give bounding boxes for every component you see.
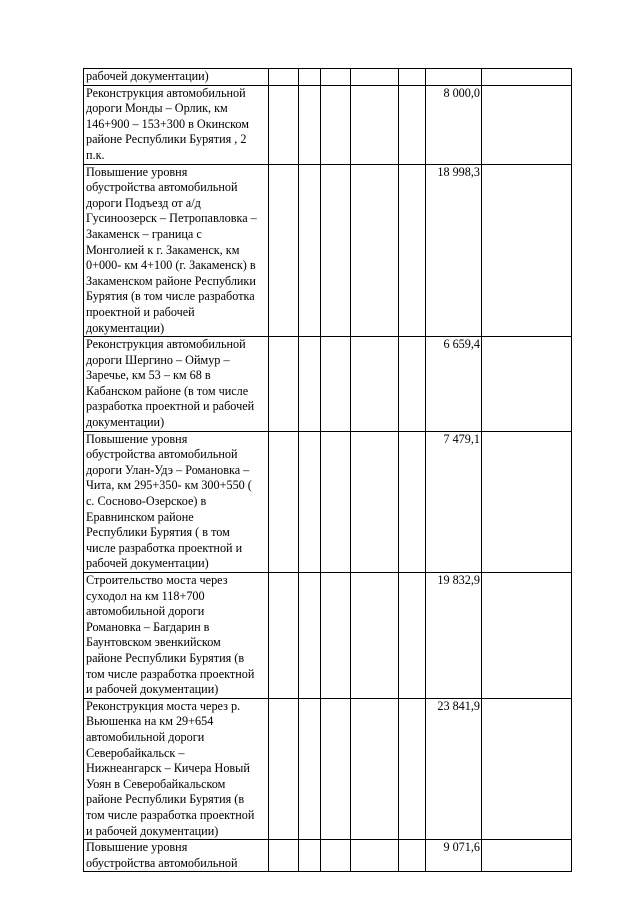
empty-cell — [321, 69, 351, 86]
table-row — [84, 164, 572, 337]
empty-cell — [482, 69, 572, 86]
empty-cell — [269, 85, 299, 164]
budget-table — [83, 68, 572, 872]
empty-cell — [299, 573, 321, 699]
row-description: Реконструкция автомобильной дороги Монды – Орлик, км 146+900 – 153+300 в Окинском районе Республики Бурятия , 2 п.к. — [84, 85, 269, 164]
table-row — [84, 698, 572, 839]
row-amount — [426, 69, 482, 86]
empty-cell — [269, 431, 299, 572]
row-description: Реконструкция моста через р. Вьюшенка на км 29+654 автомобильной дороги Северобайкальск – Нижнеангарск – Кичера Новый Уоян в Северобайкальском районе Республики Бурятия (в том числе разработка проектной и рабочей документации) — [84, 698, 269, 839]
row-description: рабочей документации) — [84, 69, 269, 86]
empty-cell — [399, 431, 426, 572]
empty-cell — [482, 337, 572, 432]
empty-cell — [351, 164, 399, 337]
row-amount: 18 998,3 — [426, 164, 482, 337]
table-row — [84, 85, 572, 164]
empty-cell — [351, 337, 399, 432]
row-description: Реконструкция автомобильной дороги Шергино – Оймур – Заречье, км 53 – км 68 в Кабанском районе (в том числе разработка проектной и рабочей документации) — [84, 337, 269, 432]
empty-cell — [482, 85, 572, 164]
empty-cell — [399, 337, 426, 432]
empty-cell — [321, 337, 351, 432]
document-page — [83, 68, 572, 872]
empty-cell — [299, 164, 321, 337]
empty-cell — [351, 573, 399, 699]
row-amount: 7 479,1 — [426, 431, 482, 572]
row-amount: 8 000,0 — [426, 85, 482, 164]
empty-cell — [269, 69, 299, 86]
empty-cell — [321, 431, 351, 572]
empty-cell — [321, 85, 351, 164]
row-amount: 9 071,6 — [426, 840, 482, 872]
empty-cell — [321, 573, 351, 699]
empty-cell — [299, 337, 321, 432]
row-amount: 23 841,9 — [426, 698, 482, 839]
row-description: Повышение уровня обустройства автомобильной — [84, 840, 269, 872]
empty-cell — [482, 431, 572, 572]
row-amount: 6 659,4 — [426, 337, 482, 432]
empty-cell — [299, 69, 321, 86]
empty-cell — [399, 840, 426, 872]
row-description: Повышение уровня обустройства автомобильной дороги Улан-Удэ – Романовка – Чита, км 295+350- км 300+550 ( с. Сосново-Озерское) в Еравнинском районе Республики Бурятия ( в том числе разработка проектной и рабочей документации) — [84, 431, 269, 572]
empty-cell — [482, 164, 572, 337]
empty-cell — [351, 85, 399, 164]
empty-cell — [299, 698, 321, 839]
empty-cell — [269, 573, 299, 699]
empty-cell — [351, 840, 399, 872]
empty-cell — [399, 69, 426, 86]
empty-cell — [399, 164, 426, 337]
empty-cell — [399, 85, 426, 164]
empty-cell — [299, 840, 321, 872]
table-row — [84, 840, 572, 872]
row-description: Повышение уровня обустройства автомобильной дороги Подъезд от а/д Гусиноозерск – Петропавловка – Закаменск – граница с Монголией к г. Закаменск, км 0+000- км 4+100 (г. Закаменск) в Закаменском районе Республики Бурятия (в том числе разработка проектной и рабочей документации) — [84, 164, 269, 337]
empty-cell — [321, 698, 351, 839]
empty-cell — [269, 164, 299, 337]
empty-cell — [351, 698, 399, 839]
empty-cell — [269, 840, 299, 872]
empty-cell — [299, 431, 321, 572]
table-row — [84, 337, 572, 432]
empty-cell — [269, 337, 299, 432]
table-body — [84, 69, 572, 872]
row-description: Строительство моста через суходол на км 118+700 автомобильной дороги Романовка – Багдарин в Баунтовском эвенкийском районе Республики Бурятия (в том числе разработка проектной и рабочей документации) — [84, 573, 269, 699]
empty-cell — [321, 840, 351, 872]
row-amount: 19 832,9 — [426, 573, 482, 699]
table-row — [84, 69, 572, 86]
table-row — [84, 573, 572, 699]
table-row — [84, 431, 572, 572]
empty-cell — [351, 431, 399, 572]
empty-cell — [482, 840, 572, 872]
empty-cell — [351, 69, 399, 86]
empty-cell — [482, 573, 572, 699]
empty-cell — [399, 698, 426, 839]
empty-cell — [399, 573, 426, 699]
empty-cell — [321, 164, 351, 337]
empty-cell — [269, 698, 299, 839]
empty-cell — [299, 85, 321, 164]
empty-cell — [482, 698, 572, 839]
